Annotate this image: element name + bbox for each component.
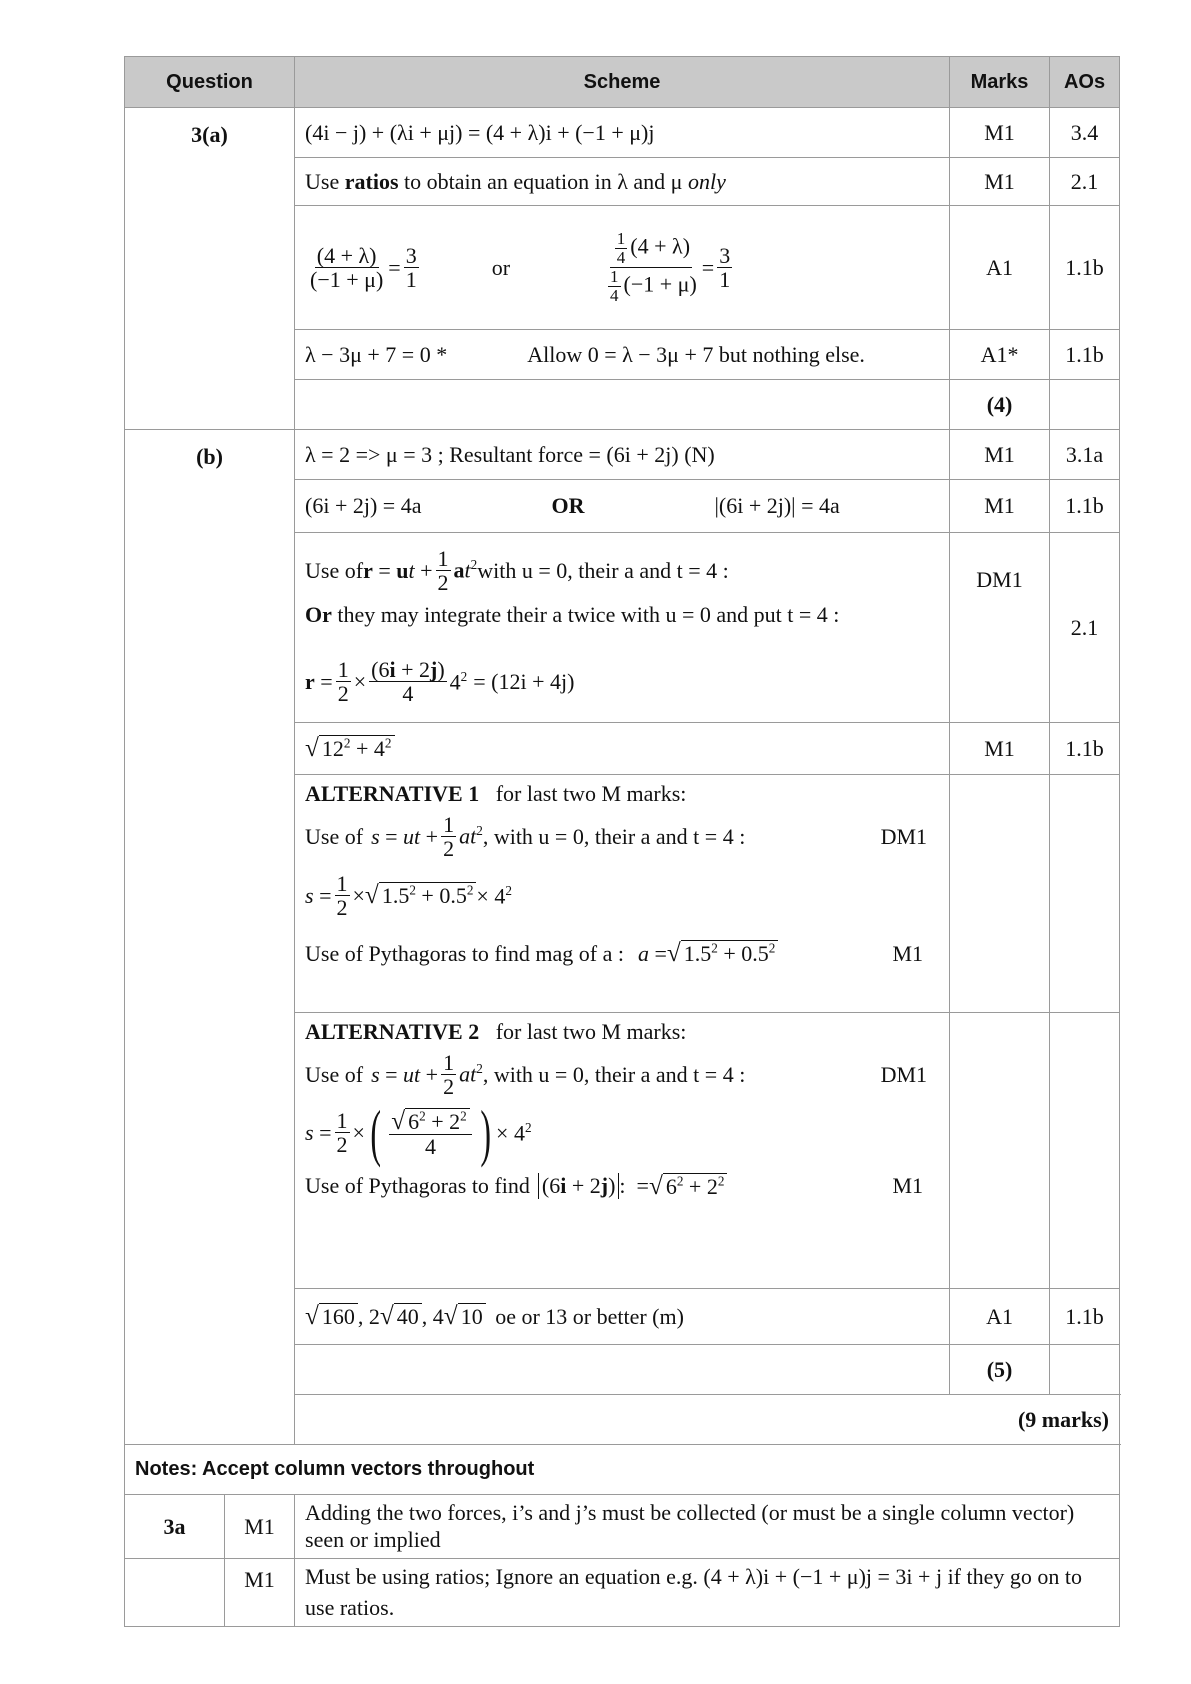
- part-a-mark-4: A1*: [950, 330, 1050, 380]
- part-a-ao-3: 1.1b: [1050, 206, 1120, 330]
- part-a-ao-4: 1.1b: [1050, 330, 1120, 380]
- note-mark-2: M1: [225, 1559, 295, 1627]
- part-a-scheme-1: (4i − j) + (λi + μj) = (4 + λ)i + (−1 + μ)j: [295, 108, 950, 158]
- part-b-mark-2: M1: [950, 480, 1050, 533]
- part-a-ao-1: 3.4: [1050, 108, 1120, 158]
- part-b-final-ao: 1.1b: [1050, 1289, 1120, 1345]
- part-b-mark-4: M1: [950, 723, 1050, 775]
- note-text-1: Adding the two forces, i’s and j’s must be collected (or must be a single column vector) seen or implied: [295, 1495, 1120, 1559]
- part-b-final-mark: A1: [950, 1289, 1050, 1345]
- part-b-label: (b): [125, 430, 295, 1445]
- part-a-scheme-4: λ − 3μ + 7 = 0 * Allow 0 = λ − 3μ + 7 but nothing else.: [295, 330, 950, 380]
- part-a-scheme-2: Use ratios to obtain an equation in λ and μ only: [295, 158, 950, 206]
- note-question-2: [125, 1559, 225, 1627]
- notes-heading-row: [125, 1445, 1120, 1495]
- ratio-fraction: $\frac{(4 + \lambda)}{(-1 + \mu)}$: [310, 242, 384, 292]
- part-b-scheme-4: √ $12^2 + 4^2$: [295, 723, 950, 775]
- note-text-2: Must be using ratios; Ignore an equation e.g. (4 + λ)i + (−1 + μ)j = 3i + j if they go on to use ratios.: [295, 1559, 1120, 1627]
- part-a-row-1: [125, 108, 1120, 158]
- part-b-scheme-2: (6i + 2j) = 4a OR |(6i + 2j)| = 4a: [295, 480, 950, 533]
- part-b-final-scheme: √ 160 , 2√ 40 , 4√ 10 oe or 13 or better (m): [295, 1289, 950, 1345]
- part-b-ao-4: 1.1b: [1050, 723, 1120, 775]
- part-b-ao-2: 1.1b: [1050, 480, 1120, 533]
- part-a-label: 3(a): [125, 108, 295, 430]
- header-row: [125, 57, 1120, 108]
- part-b-ao-3: 2.1: [1050, 533, 1120, 723]
- part-b-scheme-3: Use of r = ut + $\frac{1}{2}$ $at^2$ with u = 0, their a and t = 4 : Or they may integrate their a twice with u = 0 and put t = 4 : r = $\frac{1}{2}$ × $\frac{(6i + 2j)}{4}$ $4^2$ = (12i + 4j): [295, 533, 950, 723]
- mark-scheme-table: [124, 56, 1120, 1627]
- header-marks: Marks: [950, 57, 1050, 108]
- quarter-ratio-fraction: $\frac{1}{4}$ (4 + λ) $\frac{1}{4}$ (−1 + μ): [610, 229, 697, 305]
- alternative-2: ALTERNATIVE 2 for last two M marks: Use of s = ut + $\frac{1}{2}$ $at^2$ , with u = 0, their a and t = 4 : DM1 s = $\frac{1}{2}$ × ( $\frac{√ 6^2 + 2^2}{4}$ ) × $4^2$ Use of Pythagoras to find (6i + 2j) : = √ $6^2 + 2^2$ M1: [295, 1013, 950, 1289]
- part-b-ao-1: 3.1a: [1050, 430, 1120, 480]
- allow-text: Allow 0 = λ − 3μ + 7 but nothing else.: [527, 341, 865, 367]
- note-question-1: 3a: [125, 1495, 225, 1559]
- part-a-total: (4): [950, 380, 1050, 430]
- part-b-row-1: [125, 430, 1120, 480]
- grand-total: (9 marks): [295, 1395, 1120, 1445]
- notes-heading: Notes: Accept column vectors throughout: [125, 1445, 1120, 1495]
- part-a-mark-3: A1: [950, 206, 1050, 330]
- header-question: Question: [125, 57, 295, 108]
- part-b-mark-1: M1: [950, 430, 1050, 480]
- part-b-total: (5): [950, 1345, 1050, 1395]
- part-b-mark-3: DM1: [950, 533, 1050, 723]
- header-scheme: Scheme: [295, 57, 950, 108]
- alternative-1: ALTERNATIVE 1 for last two M marks: Use of s = ut + $\frac{1}{2}$ $at^2$ , with u = 0, their a and t = 4 : DM1 s = $\frac{1}{2}$ × √ $1.5^2 + 0.5^2$ × $4^2$ Use of Pythagoras to find mag of a : a = √ $1.5^2 + 0.5^2$ M1: [295, 775, 950, 1013]
- part-a-scheme-3: $\frac{(4 + \lambda)}{(-1 + \mu)}$ = $\frac{3}{1}$ or $\frac{1}{4}$ (4 + λ) $\frac{1}{4}$ (−1 + μ) = $\frac{3}{1}$: [295, 206, 950, 330]
- or-text: or: [491, 254, 511, 280]
- note-mark-1: M1: [225, 1495, 295, 1559]
- header-aos: AOs: [1050, 57, 1120, 108]
- part-a-mark-2: M1: [950, 158, 1050, 206]
- part-a-mark-1: M1: [950, 108, 1050, 158]
- note-row-2: [125, 1559, 1120, 1627]
- part-a-ao-2: 2.1: [1050, 158, 1120, 206]
- part-b-scheme-1: λ = 2 => μ = 3 ; Resultant force = (6i + 2j) (N): [295, 430, 950, 480]
- note-row-1: [125, 1495, 1120, 1559]
